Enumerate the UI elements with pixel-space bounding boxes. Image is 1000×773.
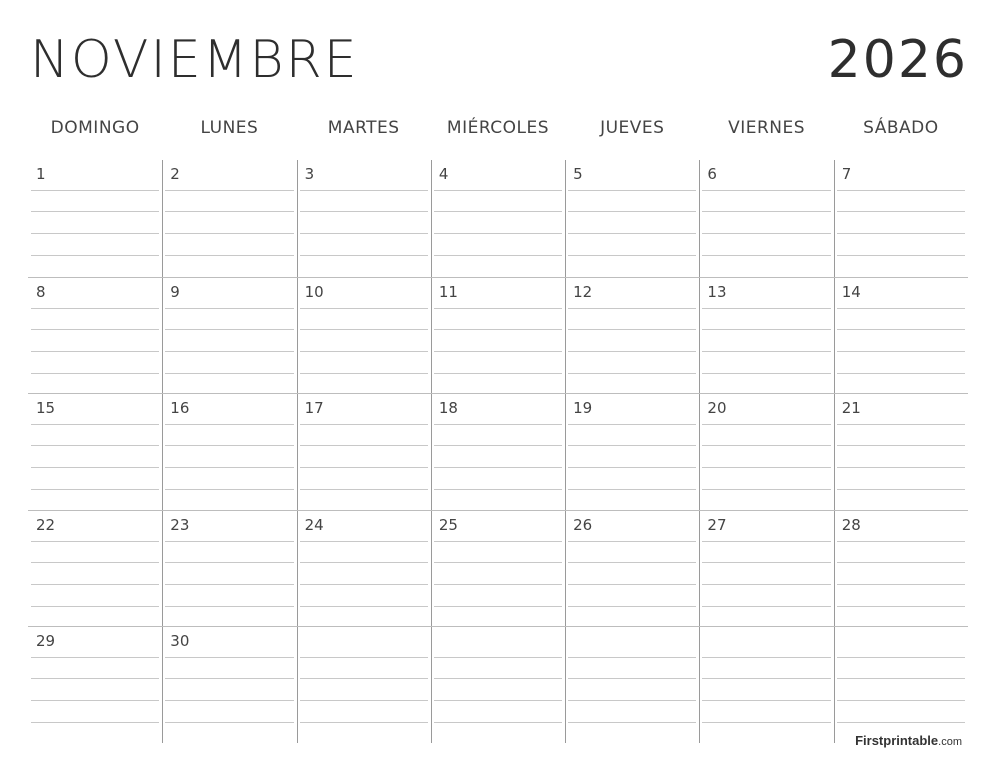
writing-line bbox=[31, 445, 159, 446]
day-cell bbox=[297, 393, 431, 510]
day-number: 27 bbox=[707, 515, 727, 534]
day-number: 18 bbox=[438, 399, 458, 418]
writing-line bbox=[165, 445, 293, 446]
writing-line bbox=[165, 255, 293, 256]
writing-line bbox=[702, 562, 830, 563]
writing-line bbox=[434, 606, 562, 607]
writing-line bbox=[165, 489, 293, 490]
day-cell bbox=[297, 277, 431, 394]
writing-line bbox=[31, 190, 159, 191]
weekday-sunday: DOMINGO bbox=[50, 118, 140, 138]
day-cell bbox=[28, 277, 162, 394]
writing-line bbox=[31, 562, 159, 563]
day-number: 4 bbox=[438, 165, 449, 183]
day-cell bbox=[565, 510, 699, 627]
writing-line bbox=[568, 606, 696, 607]
writing-line bbox=[702, 584, 830, 585]
writing-line bbox=[837, 351, 965, 352]
weekday-tuesday: MARTES bbox=[327, 118, 400, 138]
writing-line bbox=[837, 606, 965, 607]
writing-line bbox=[837, 489, 965, 490]
writing-line bbox=[300, 329, 428, 330]
writing-line bbox=[702, 445, 830, 446]
writing-line bbox=[434, 467, 562, 468]
day-number: 7 bbox=[841, 165, 852, 183]
writing-line bbox=[300, 211, 428, 212]
writing-line bbox=[702, 722, 830, 723]
writing-line bbox=[300, 678, 428, 679]
writing-line bbox=[300, 424, 428, 425]
writing-line bbox=[300, 255, 428, 256]
day-number: 17 bbox=[304, 399, 324, 418]
writing-line bbox=[31, 678, 159, 679]
day-cell bbox=[297, 510, 431, 627]
writing-line bbox=[837, 308, 965, 309]
writing-line bbox=[31, 541, 159, 542]
writing-line bbox=[165, 211, 293, 212]
writing-line bbox=[568, 308, 696, 309]
writing-line bbox=[702, 657, 830, 658]
writing-line bbox=[300, 562, 428, 563]
writing-line bbox=[568, 678, 696, 679]
writing-line bbox=[300, 233, 428, 234]
month-title: NOVIEMBRE bbox=[30, 30, 359, 90]
weekday-monday: LUNES bbox=[200, 118, 259, 138]
writing-line bbox=[434, 541, 562, 542]
writing-line bbox=[568, 700, 696, 701]
brand-name: Firstprintable bbox=[855, 733, 939, 748]
writing-line bbox=[702, 489, 830, 490]
writing-line bbox=[837, 255, 965, 256]
writing-line bbox=[568, 467, 696, 468]
day-cell bbox=[297, 160, 431, 277]
writing-line bbox=[300, 308, 428, 309]
writing-line bbox=[165, 722, 293, 723]
writing-line bbox=[300, 489, 428, 490]
writing-line bbox=[702, 190, 830, 191]
day-cell bbox=[699, 510, 833, 627]
day-cell bbox=[699, 626, 833, 743]
writing-line bbox=[300, 584, 428, 585]
writing-line bbox=[165, 424, 293, 425]
day-number: 28 bbox=[841, 515, 861, 534]
writing-line bbox=[434, 700, 562, 701]
writing-line bbox=[31, 308, 159, 309]
day-number: 25 bbox=[438, 515, 458, 534]
writing-line bbox=[434, 190, 562, 191]
writing-line bbox=[434, 233, 562, 234]
writing-line bbox=[702, 424, 830, 425]
day-number: 30 bbox=[170, 632, 190, 651]
writing-line bbox=[31, 373, 159, 374]
writing-line bbox=[31, 584, 159, 585]
writing-line bbox=[31, 606, 159, 607]
writing-line bbox=[702, 211, 830, 212]
writing-line bbox=[568, 722, 696, 723]
day-cell bbox=[431, 510, 565, 627]
day-cell bbox=[834, 277, 968, 394]
weekday-header-row bbox=[28, 118, 968, 138]
writing-line bbox=[300, 190, 428, 191]
day-cell bbox=[834, 393, 968, 510]
writing-line bbox=[837, 657, 965, 658]
writing-line bbox=[434, 489, 562, 490]
writing-line bbox=[434, 678, 562, 679]
writing-line bbox=[568, 424, 696, 425]
writing-line bbox=[434, 657, 562, 658]
calendar-grid bbox=[28, 160, 968, 743]
day-cell bbox=[28, 626, 162, 743]
day-number: 20 bbox=[707, 399, 727, 418]
writing-line bbox=[568, 233, 696, 234]
writing-line bbox=[702, 351, 830, 352]
day-cell bbox=[28, 393, 162, 510]
writing-line bbox=[837, 424, 965, 425]
writing-line bbox=[31, 255, 159, 256]
day-cell bbox=[834, 160, 968, 277]
writing-line bbox=[702, 373, 830, 374]
writing-line bbox=[837, 562, 965, 563]
day-number: 22 bbox=[36, 515, 56, 534]
writing-line bbox=[568, 489, 696, 490]
writing-line bbox=[568, 657, 696, 658]
day-cell bbox=[431, 393, 565, 510]
day-number: 26 bbox=[573, 515, 593, 534]
day-cell bbox=[297, 626, 431, 743]
writing-line bbox=[165, 190, 293, 191]
writing-line bbox=[31, 722, 159, 723]
writing-line bbox=[837, 584, 965, 585]
writing-line bbox=[837, 541, 965, 542]
writing-line bbox=[434, 308, 562, 309]
day-number: 19 bbox=[573, 399, 593, 418]
writing-line bbox=[165, 700, 293, 701]
writing-line bbox=[31, 329, 159, 330]
day-cell bbox=[162, 393, 296, 510]
writing-line bbox=[434, 584, 562, 585]
writing-line bbox=[702, 541, 830, 542]
writing-line bbox=[837, 678, 965, 679]
day-number: 6 bbox=[707, 165, 717, 183]
day-cell bbox=[834, 510, 968, 627]
weekday-friday: VIERNES bbox=[728, 118, 806, 138]
writing-line bbox=[165, 657, 293, 658]
writing-line bbox=[31, 657, 159, 658]
day-cell bbox=[162, 510, 296, 627]
day-number: 23 bbox=[170, 515, 190, 534]
writing-line bbox=[837, 329, 965, 330]
day-number: 1 bbox=[36, 165, 46, 183]
day-number: 29 bbox=[36, 632, 56, 651]
brand-tld: .com bbox=[938, 736, 962, 748]
writing-line bbox=[702, 255, 830, 256]
writing-line bbox=[702, 308, 830, 309]
writing-line bbox=[300, 467, 428, 468]
brand-watermark bbox=[855, 733, 962, 748]
day-number: 21 bbox=[841, 399, 861, 418]
writing-line bbox=[434, 211, 562, 212]
writing-line bbox=[300, 373, 428, 374]
writing-line bbox=[31, 467, 159, 468]
day-number: 16 bbox=[170, 399, 190, 418]
writing-line bbox=[568, 584, 696, 585]
writing-line bbox=[702, 329, 830, 330]
writing-line bbox=[300, 722, 428, 723]
day-cell bbox=[699, 393, 833, 510]
day-cell bbox=[699, 160, 833, 277]
writing-line bbox=[165, 606, 293, 607]
writing-line bbox=[300, 445, 428, 446]
writing-line bbox=[434, 562, 562, 563]
day-cell bbox=[565, 160, 699, 277]
writing-line bbox=[434, 255, 562, 256]
writing-line bbox=[568, 329, 696, 330]
writing-line bbox=[568, 190, 696, 191]
writing-line bbox=[837, 190, 965, 191]
writing-line bbox=[434, 329, 562, 330]
day-number: 13 bbox=[707, 282, 727, 301]
writing-line bbox=[165, 584, 293, 585]
day-number: 5 bbox=[573, 165, 583, 183]
writing-line bbox=[837, 211, 965, 212]
writing-line bbox=[702, 467, 830, 468]
day-number: 24 bbox=[304, 515, 324, 534]
weekday-saturday: SÁBADO bbox=[863, 118, 939, 138]
writing-line bbox=[165, 329, 293, 330]
day-number: 10 bbox=[304, 282, 324, 301]
day-cell bbox=[28, 160, 162, 277]
day-number: 2 bbox=[170, 165, 180, 183]
writing-line bbox=[300, 351, 428, 352]
writing-line bbox=[434, 424, 562, 425]
year-title: 2026 bbox=[827, 30, 968, 90]
writing-line bbox=[568, 255, 696, 256]
day-cell bbox=[565, 277, 699, 394]
day-number: 9 bbox=[170, 282, 180, 301]
day-cell bbox=[162, 160, 296, 277]
writing-line bbox=[568, 541, 696, 542]
writing-line bbox=[837, 700, 965, 701]
writing-line bbox=[568, 373, 696, 374]
writing-line bbox=[434, 445, 562, 446]
day-cell bbox=[565, 626, 699, 743]
writing-line bbox=[31, 233, 159, 234]
writing-line bbox=[165, 308, 293, 309]
day-cell bbox=[565, 393, 699, 510]
writing-line bbox=[837, 722, 965, 723]
weekday-wednesday: MIÉRCOLES bbox=[446, 118, 550, 138]
day-cell bbox=[699, 277, 833, 394]
weekday-thursday: JUEVES bbox=[600, 118, 665, 138]
writing-line bbox=[434, 722, 562, 723]
writing-line bbox=[434, 373, 562, 374]
writing-line bbox=[568, 562, 696, 563]
day-cell bbox=[834, 626, 968, 743]
day-number: 15 bbox=[36, 399, 56, 418]
writing-line bbox=[300, 700, 428, 701]
day-cell bbox=[162, 277, 296, 394]
writing-line bbox=[31, 489, 159, 490]
writing-line bbox=[31, 424, 159, 425]
writing-line bbox=[300, 541, 428, 542]
writing-line bbox=[702, 678, 830, 679]
writing-line bbox=[165, 678, 293, 679]
writing-line bbox=[165, 351, 293, 352]
writing-line bbox=[31, 211, 159, 212]
writing-line bbox=[165, 541, 293, 542]
day-number: 14 bbox=[841, 282, 861, 301]
writing-line bbox=[300, 657, 428, 658]
writing-line bbox=[568, 445, 696, 446]
writing-line bbox=[702, 233, 830, 234]
writing-line bbox=[31, 700, 159, 701]
day-number: 3 bbox=[304, 165, 315, 183]
writing-line bbox=[300, 606, 428, 607]
day-number: 8 bbox=[36, 282, 46, 301]
writing-line bbox=[568, 351, 696, 352]
writing-line bbox=[837, 233, 965, 234]
day-cell bbox=[28, 510, 162, 627]
day-cell bbox=[431, 160, 565, 277]
writing-line bbox=[165, 562, 293, 563]
writing-line bbox=[165, 233, 293, 234]
writing-line bbox=[568, 211, 696, 212]
day-cell bbox=[431, 277, 565, 394]
writing-line bbox=[165, 467, 293, 468]
writing-line bbox=[837, 373, 965, 374]
day-number: 12 bbox=[573, 282, 593, 301]
writing-line bbox=[165, 373, 293, 374]
writing-line bbox=[31, 351, 159, 352]
writing-line bbox=[837, 445, 965, 446]
writing-line bbox=[702, 606, 830, 607]
day-cell bbox=[162, 626, 296, 743]
writing-line bbox=[434, 351, 562, 352]
writing-line bbox=[702, 700, 830, 701]
day-cell bbox=[431, 626, 565, 743]
writing-line bbox=[837, 467, 965, 468]
day-number: 11 bbox=[438, 282, 458, 301]
